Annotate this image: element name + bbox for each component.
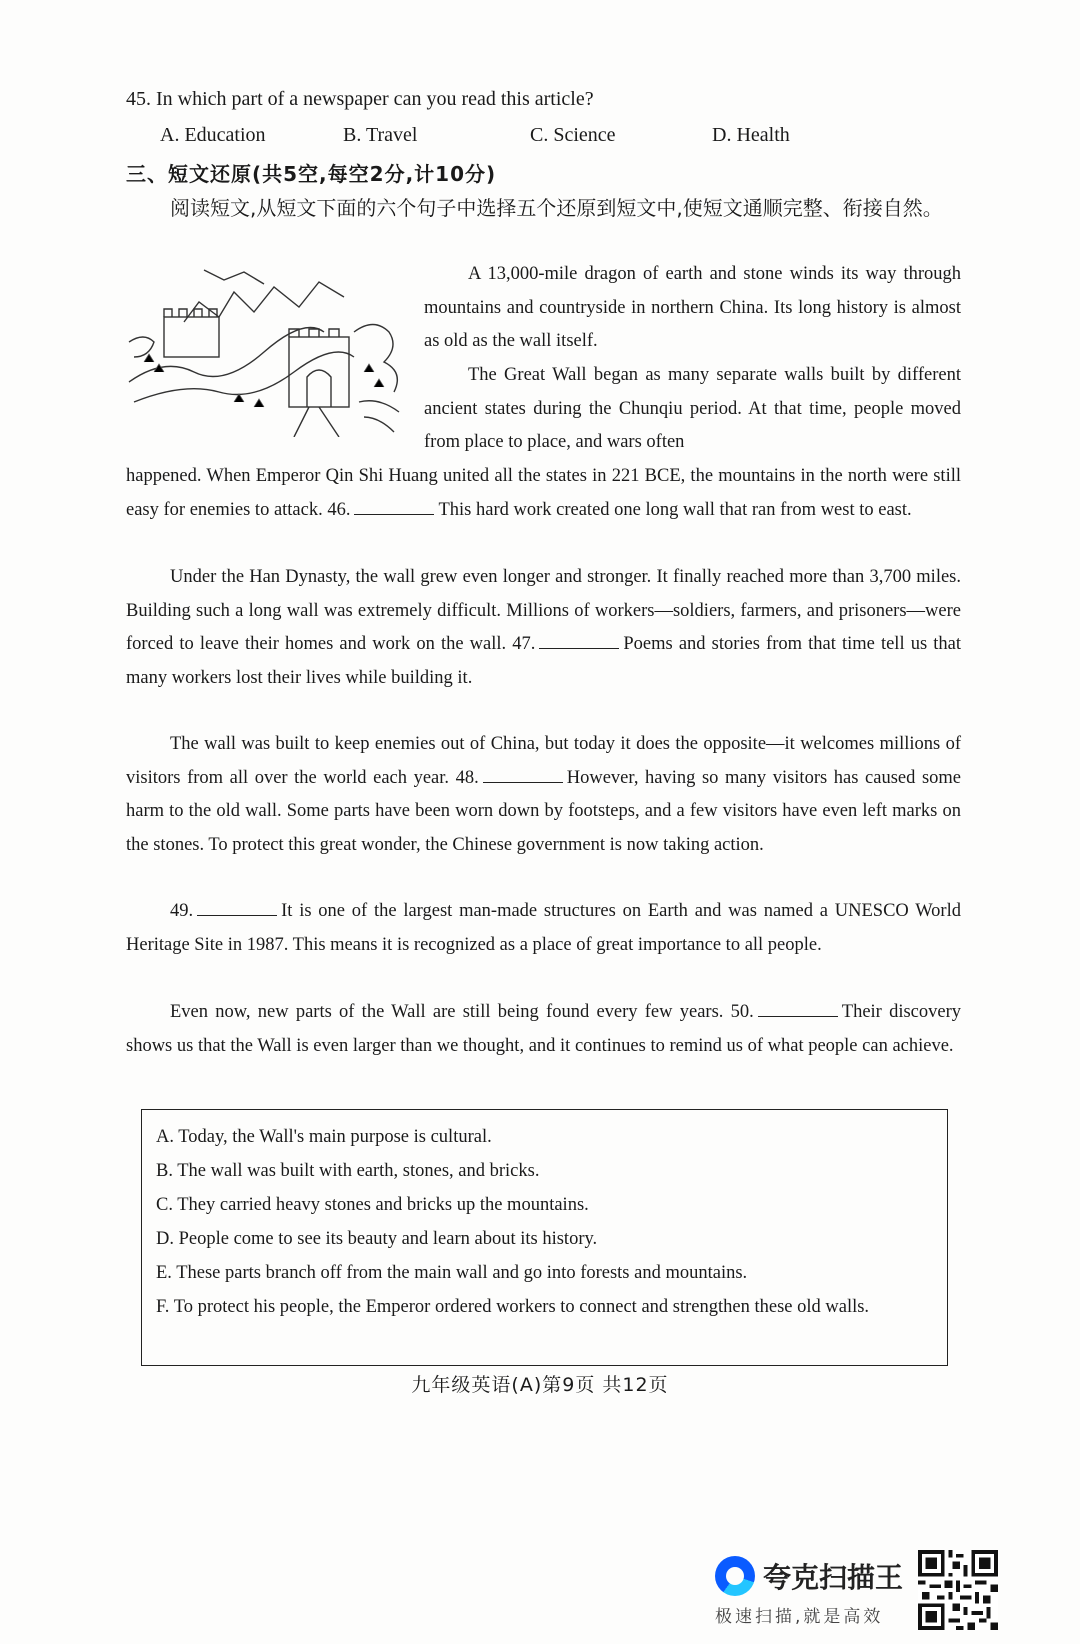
scanner-watermark — [715, 1550, 915, 1630]
paragraph-3 — [126, 561, 961, 695]
blank-49[interactable] — [197, 914, 277, 916]
paragraph-1: A 13,000-mile dragon of earth and stone winds its way through mountains and countryside in northern China. Its long history is almost as old as the wall itself. — [424, 264, 961, 352]
paragraph-4-text-end: However, having so many visitors has caused some harm to the old wall. Some parts have been worn down by footsteps, and a few visitors have even left marks on the stones. To protect this great wonder, the Chinese government is now taking action. — [126, 767, 961, 855]
option-a: A. Education — [160, 124, 266, 146]
section-heading: 三、短文还原(共5空,每空2分,计10分) — [126, 162, 497, 186]
qr-code-icon — [918, 1550, 998, 1630]
question-45: 45. In which part of a newspaper can you read this article? — [126, 88, 594, 110]
option-c: C. Science — [530, 124, 616, 146]
choice-e: E. These parts branch off from the main wall and go into forests and mountains. — [156, 1263, 748, 1283]
choice-c: C. They carried heavy stones and bricks up the mountains. — [156, 1195, 589, 1215]
choice-a: A. Today, the Wall's main purpose is cultural. — [156, 1127, 492, 1147]
scanner-name: 夸克扫描王 — [763, 1561, 904, 1594]
scanner-tagline: 极速扫描,就是高效 — [715, 1607, 884, 1627]
blank-47[interactable] — [539, 647, 619, 649]
option-d: D. Health — [712, 124, 790, 146]
paragraph-2-text: happened. When Emperor Qin Shi Huang united all the states in 221 BCE, the mountains in the north were still easy for enemies to attack. 46. — [126, 466, 961, 520]
great-wall-illustration — [124, 262, 414, 437]
option-b: B. Travel — [343, 124, 418, 146]
paragraph-3-text-end: Poems and stories from that time tell us that many workers lost their lives while building it. — [126, 634, 961, 688]
paragraph-5 — [126, 895, 961, 962]
section-instruction: 阅读短文,从短文下面的六个句子中选择五个还原到短文中,使短文通顺完整、衔接自然。 — [170, 196, 943, 220]
paragraph-6-text-end: Their discovery shows us that the Wall is even larger than we thought, and it continues to remind us of what people can achieve. — [126, 1002, 961, 1056]
paragraph-5-number: 49. — [170, 901, 194, 921]
paragraph-6 — [126, 996, 961, 1063]
paragraph-4 — [126, 728, 961, 862]
paragraph-2-continued — [126, 460, 961, 527]
choice-d: D. People come to see its beauty and learn about its history. — [156, 1229, 598, 1249]
choice-b: B. The wall was built with earth, stones, and bricks. — [156, 1161, 540, 1181]
blank-48[interactable] — [483, 781, 563, 783]
blank-50[interactable] — [758, 1015, 838, 1017]
paragraph-2-text-end: This hard work created one long wall that ran from west to east. — [438, 499, 912, 520]
paragraph-4-text: The wall was built to keep enemies out of China, but today it does the opposite—it welcomes millions of visitors from all over the world each year. 48. — [126, 734, 961, 788]
choice-f: F. To protect his people, the Emperor ordered workers to connect and strengthen these old walls. — [156, 1297, 870, 1317]
page-footer: 九年级英语(A)第9页 共12页 — [411, 1374, 669, 1396]
paragraph-6-text: Even now, new parts of the Wall are still being found every few years. 50. — [170, 1002, 754, 1022]
paragraph-2-start: The Great Wall began as many separate walls built by different ancient states during the Chunqiu period. At that time, people moved from place to place, and wars often — [424, 365, 961, 453]
blank-46[interactable] — [354, 513, 434, 515]
paragraph-3-text: Under the Han Dynasty, the wall grew even longer and stronger. It finally reached more than 3,700 miles. Building such a long wall was extremely difficult. Millions of workers—soldiers, farmers, and prisoners—were forced to leave their homes and work on the wall. 47. — [126, 567, 961, 655]
scanner-logo-icon — [715, 1556, 755, 1596]
sentence-choices-box — [141, 1109, 948, 1366]
paragraph-5-text: It is one of the largest man-made structures on Earth and was named a UNESCO World Heritage Site in 1987. This means it is recognized as a place of great importance to all people. — [126, 901, 961, 955]
